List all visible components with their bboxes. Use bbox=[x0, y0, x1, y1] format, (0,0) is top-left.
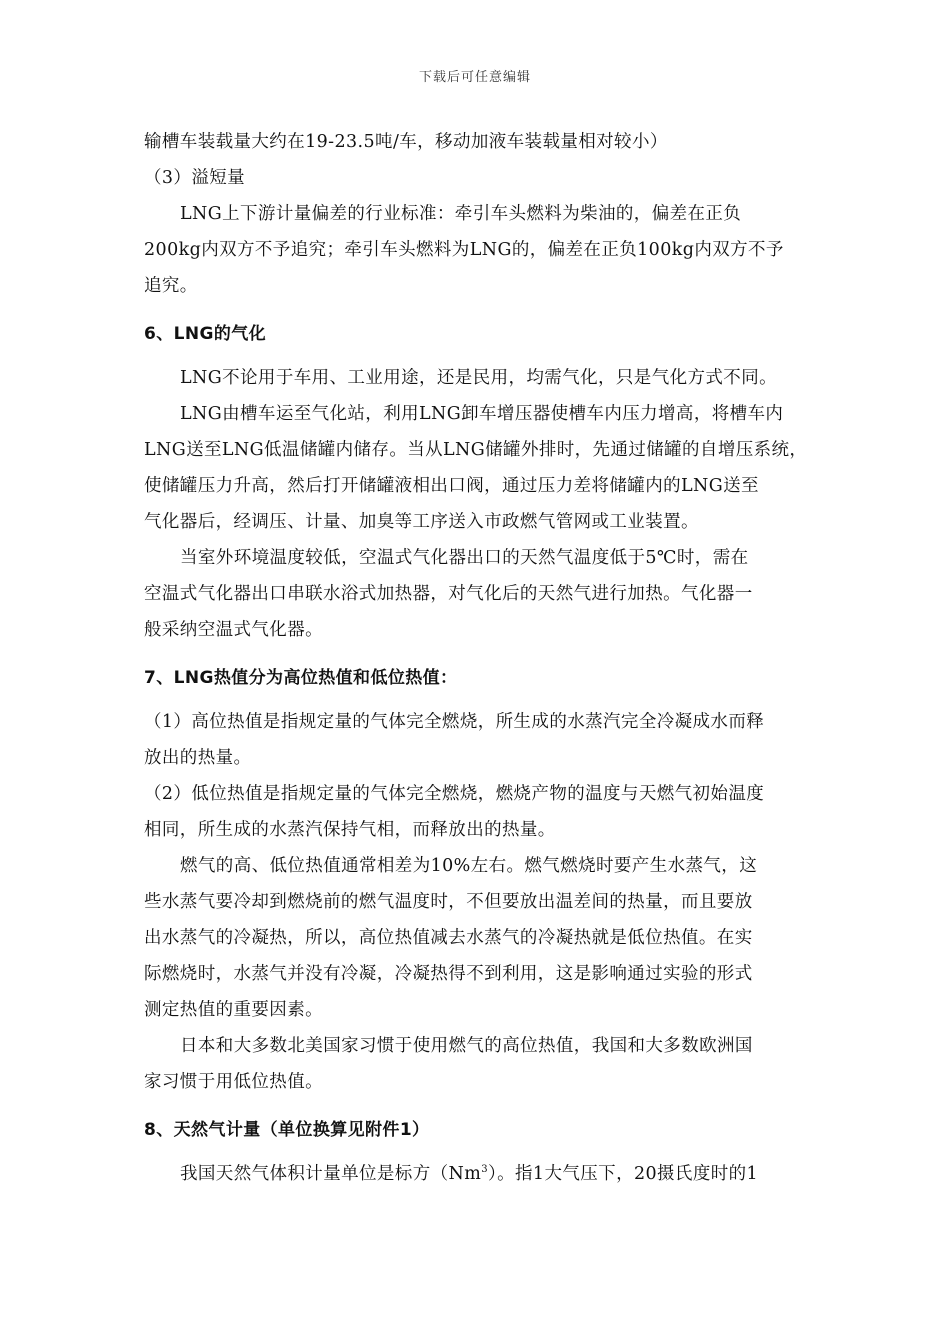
section-heading-7: 7、LNG热值分为高位热值和低位热值： bbox=[144, 668, 458, 688]
paragraph-line: 际燃烧时，水蒸气并没有冷凝，冷凝热得不到利用，这是影响通过实验的形式 bbox=[144, 964, 753, 984]
paragraph-line: 家习惯于用低位热值。 bbox=[144, 1072, 323, 1092]
paragraph-line: LNG不论用于车用、工业用途，还是民用，均需气化，只是气化方式不同。 bbox=[180, 368, 778, 388]
paragraph-line: 燃气的高、低位热值通常相差为10%左右。燃气燃烧时要产生水蒸气，这 bbox=[180, 856, 758, 876]
paragraph-line: 使储罐压力升高，然后打开储罐液相出口阀，通过压力差将储罐内的LNG送至 bbox=[144, 476, 759, 496]
paragraph-line: 般采纳空温式气化器。 bbox=[144, 620, 323, 640]
paragraph-line: 日本和大多数北美国家习惯于使用燃气的高位热值，我国和大多数欧洲国 bbox=[180, 1036, 753, 1056]
paragraph-line: （2）低位热值是指规定量的气体完全燃烧，燃烧产物的温度与天燃气初始温度 bbox=[144, 784, 765, 804]
paragraph-line: LNG由槽车运至气化站，利用LNG卸车增压器使槽车内压力增高，将槽车内 bbox=[180, 404, 784, 424]
section-heading-6: 6、LNG的气化 bbox=[144, 324, 267, 344]
paragraph-line: LNG送至LNG低温储罐内储存。当从LNG储罐外排时，先通过储罐的自增压系统， bbox=[144, 440, 808, 460]
unit-text-continued: ）。指1大气压下，20摄氏度时的1 bbox=[487, 1164, 759, 1184]
paragraph-line: 相同，所生成的水蒸汽保持气相，而释放出的热量。 bbox=[144, 820, 556, 840]
paragraph-line: 出水蒸气的冷凝热，所以，高位热值减去水蒸气的冷凝热就是低位热值。在实 bbox=[144, 928, 753, 948]
page-header: 下载后可任意编辑 bbox=[418, 70, 531, 85]
subsection-title: （3）溢短量 bbox=[144, 168, 246, 188]
paragraph-line: 气化器后，经调压、计量、加臭等工序送入市政燃气管网或工业装置。 bbox=[144, 512, 699, 532]
paragraph-line: 当室外环境温度较低，空温式气化器出口的天然气温度低于5℃时，需在 bbox=[180, 548, 749, 568]
paragraph-line: 200kg内双方不予追究；牵引车头燃料为LNG的，偏差在正负100kg内双方不予 bbox=[144, 240, 784, 260]
paragraph-line bbox=[144, 1156, 812, 1192]
paragraph-line: 些水蒸气要冷却到燃烧前的燃气温度时，不但要放出温差间的热量，而且要放 bbox=[144, 892, 753, 912]
section-heading-8: 8、天然气计量（单位换算见附件1） bbox=[144, 1120, 430, 1140]
paragraph-line: 测定热值的重要因素。 bbox=[144, 1000, 323, 1020]
paragraph-line: 输槽车装载量大约在19-23.5吨/车，移动加液车装载量相对较小） bbox=[144, 132, 668, 152]
paragraph-line: 放出的热量。 bbox=[144, 748, 252, 768]
unit-text: 我国天然气体积计量单位是标方（Nm bbox=[180, 1164, 482, 1184]
unit-superscript: 3 bbox=[481, 1164, 488, 1176]
paragraph-line: LNG上下游计量偏差的行业标准：牵引车头燃料为柴油的，偏差在正负 bbox=[180, 204, 742, 224]
paragraph-line: 空温式气化器出口串联水浴式加热器，对气化后的天然气进行加热。气化器一 bbox=[144, 584, 753, 604]
document-body bbox=[144, 124, 812, 1192]
paragraph-line: （1）高位热值是指规定量的气体完全燃烧，所生成的水蒸汽完全冷凝成水而释 bbox=[144, 712, 765, 732]
paragraph-line: 追究。 bbox=[144, 276, 198, 296]
